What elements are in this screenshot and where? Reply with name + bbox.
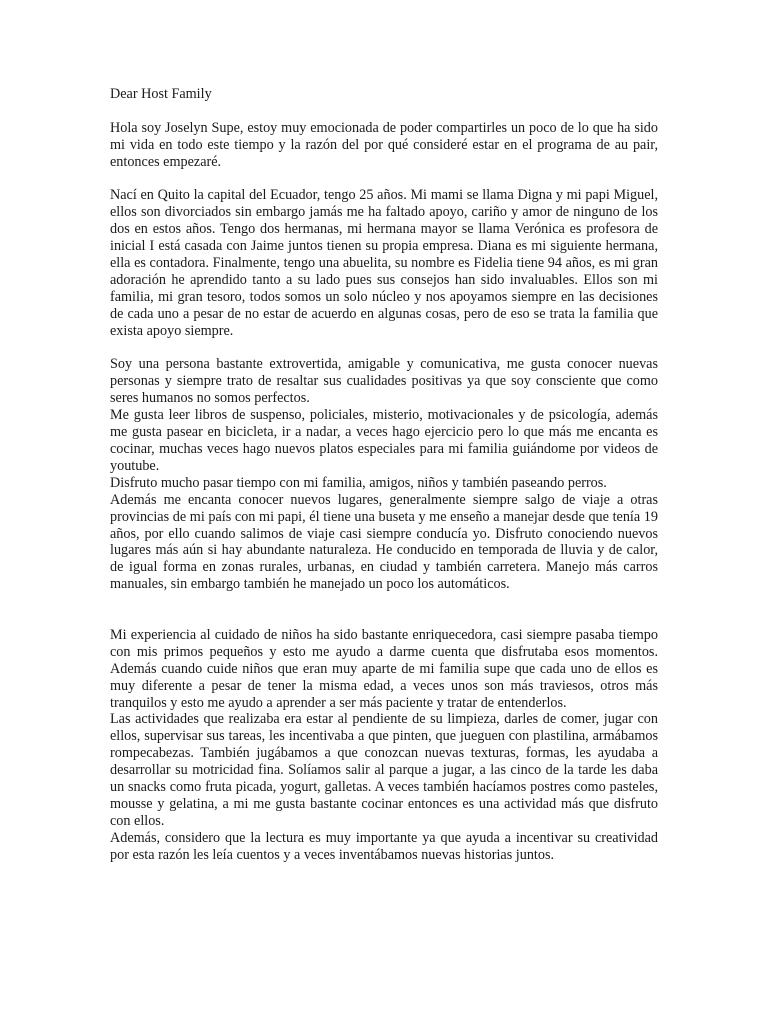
reading-paragraph: Además, considero que la lectura es muy importante ya que ayuda a incentivar su creatividad por esta razón les leía cuentos y a veces inventábamos nuevas historias juntos. bbox=[110, 829, 658, 863]
letter-page bbox=[110, 86, 658, 864]
travel-paragraph: Además me encanta conocer nuevos lugares, generalmente siempre salgo de viaje a otras provincias de mi país con mi papi, él tiene una buseta y me enseño a manejar desde que tenía 19 años, por ello cuando salimos de viaje casi siempre conducía yo. Disfruto conociendo nuevos lugares más aún si hay abundante naturaleza. He conducido en temporada de lluvia y de calor, de igual forma en zonas rurales, urbanas, en ciudad y también carretera. Manejo más carros manuales, sin embargo también he manejado un poco los automáticos. bbox=[110, 491, 658, 593]
free-time-paragraph: Disfruto mucho pasar tiempo con mi familia, amigos, niños y también paseando perros. bbox=[110, 474, 607, 491]
hobbies-paragraph: Me gusta leer libros de suspenso, policiales, misterio, motivacionales y de psicología, además me gusta pasear en bicicleta, ir a nadar, a veces hago ejercicio pero lo que más me encanta es cocinar, muchas veces hago nuevos platos especiales para mi familia guiándome por videos de youtube. bbox=[110, 407, 658, 474]
salutation: Dear Host Family bbox=[110, 86, 212, 102]
intro-paragraph: Hola soy Joselyn Supe, estoy muy emocionada de poder compartirles un poco de lo que ha sido mi vida en todo este tiempo y la razón del por qué consideré estar en el programa de au pair, entonces empezaré. bbox=[110, 119, 658, 170]
activities-paragraph: Las actividades que realizaba era estar al pendiente de su limpieza, darles de comer, jugar con ellos, supervisar sus tareas, les incentivaba a que pinten, que jueguen con plastilina, armábamos rompecabezas. También jugábamos a que conozcan nuevas texturas, formas, les ayudaba a desarrollar su motricidad fina. Solíamos salir al parque a jugar, a las cinco de la tarde les daba un snacks como fruta picada, yogurt, galletas. A veces también hacíamos postres como pasteles, mousse y gelatina, a mi me gusta bastante cocinar entonces es una actividad más que disfruto con ellos. bbox=[110, 711, 658, 829]
personality-paragraph: Soy una persona bastante extrovertida, amigable y comunicativa, me gusta conocer nuevas personas y siempre trato de resaltar sus cualidades positivas ya que soy consciente que como seres humanos no somos perfectos. bbox=[110, 356, 658, 407]
family-paragraph: Nací en Quito la capital del Ecuador, tengo 25 años. Mi mami se llama Digna y mi papi Miguel, ellos son divorciados sin embargo jamás me ha faltado apoyo, cariño y amor de ninguno de los dos en estos años. Tengo dos hermanas, mi hermana mayor se llama Verónica es profesora de inicial I está casada con Jaime juntos tienen su propia empresa. Diana es mi siguiente hermana, ella es contadora. Finalmente, tengo una abuelita, su nombre es Fidelia tiene 94 años, es mi gran adoración he aprendido tanto a su lado pues sus consejos han sido invaluables. Ellos son mi familia, mi gran tesoro, todos somos un solo núcleo y nos apoyamos siempre en las decisiones de cada uno a pesar de no estar de acuerdo en algunas cosas, pero de eso se trata la familia que exista apoyo siempre. bbox=[110, 187, 658, 339]
childcare-paragraph: Mi experiencia al cuidado de niños ha sido bastante enriquecedora, casi siempre pasaba tiempo con mis primos pequeños y esto me ayudo a darme cuenta que disfrutaba esos momentos. Además cuando cuide niños que eran muy aparte de mi familia supe que cada uno de ellos es muy diferente a pesar de tener la misma edad, a veces unos son más traviesos, otros más tranquilos y esto me ayudo a aprender a ser más paciente y tratar de entenderlos. bbox=[110, 626, 658, 711]
